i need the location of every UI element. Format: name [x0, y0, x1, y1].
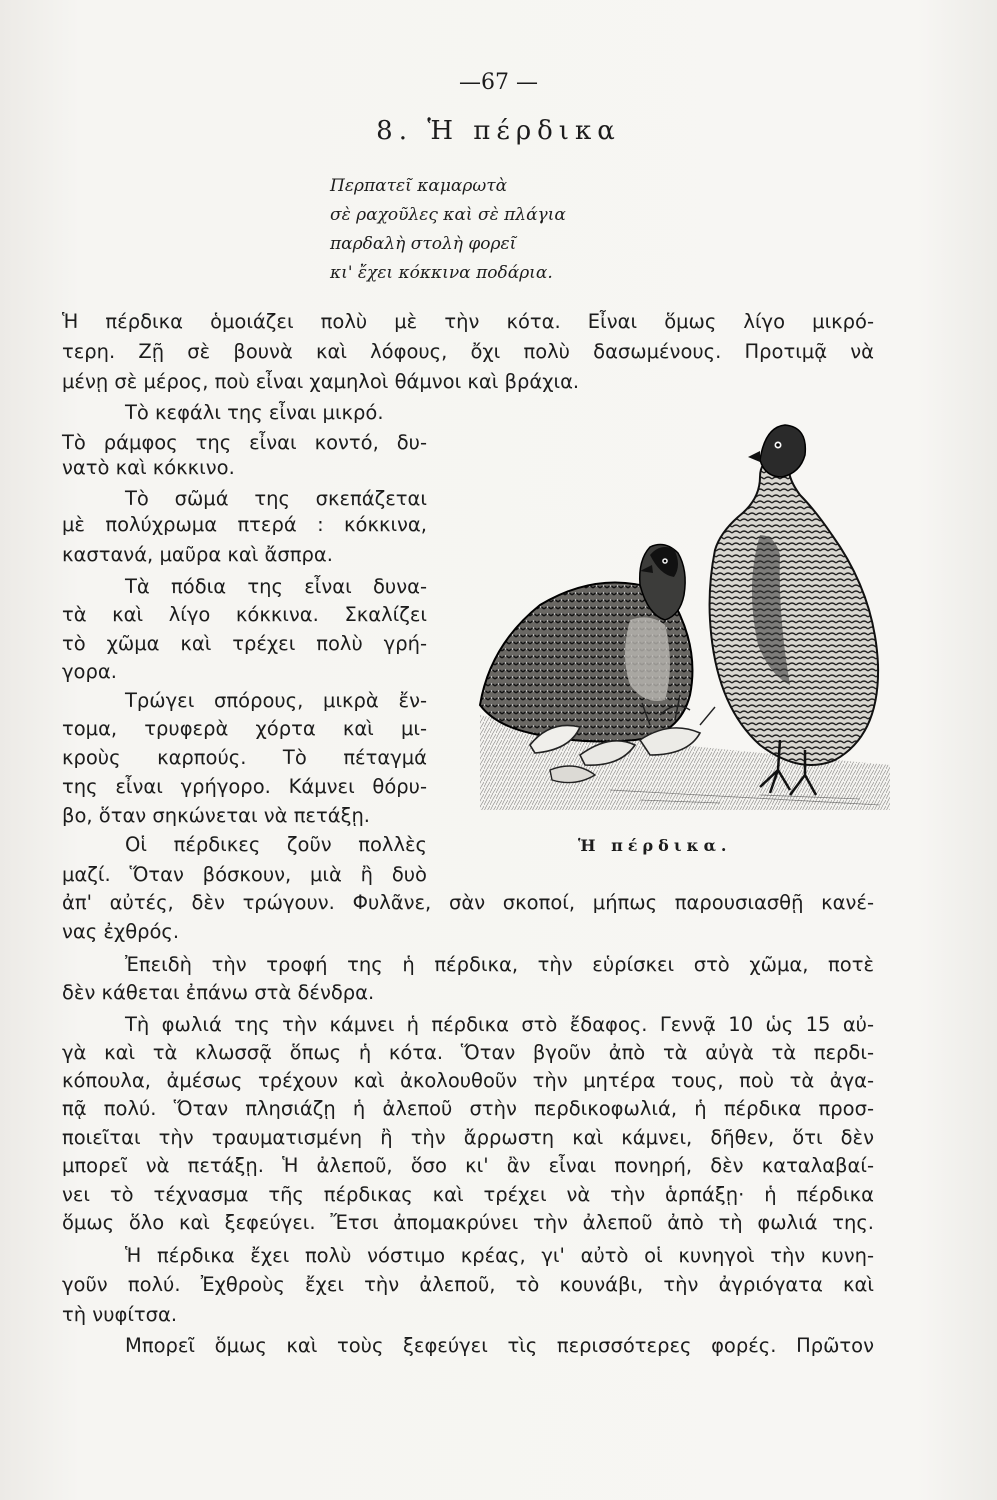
text-line: Τὸ κεφάλι της εἶναι μικρό. — [125, 401, 384, 424]
text-line: νας ἐχθρός. — [62, 920, 180, 943]
text-line: καστανά, μαῦρα καὶ ἄσπρα. — [62, 543, 333, 566]
text-line: γορα. — [62, 660, 117, 683]
text-line: πᾷ πολύ. Ὅταν πλησιάζῃ ἡ ἀλεποῦ στὴν περδικοφωλιά, ἡ πέρδικα προσ- — [62, 1097, 874, 1120]
text-line: Τρώγει σπόρους, μικρὰ ἔν- — [125, 689, 427, 712]
page-number: —67 — — [459, 70, 538, 95]
text-line: Ἡ πέρδικα ὁμοιάζει πολὺ μὲ τὴν κότα. Εἶναι ὅμως λίγο μικρό- — [62, 310, 874, 333]
text-line: τομα, τρυφερὰ χόρτα καὶ μι- — [62, 717, 427, 740]
partridge-illustration — [460, 415, 900, 815]
text-line: μπορεῖ νὰ πετάξῃ. Ἡ ἀλεποῦ, ὅσο κι' ἂν εἶναι πονηρή, δὲν καταλαβαί- — [62, 1154, 874, 1177]
text-line: της εἶναι γρήγορο. Κάμνει θόρυ- — [62, 775, 427, 798]
text-line: Τὴ φωλιά της τὴν κάμνει ἡ πέρδικα στὸ ἔδαφος. Γεννᾷ 10 ὡς 15 αὐ- — [125, 1013, 874, 1036]
text-line: νει τὸ τέχνασμα τῆς πέρδικας καὶ τρέχει νὰ τὴν ἁρπάξῃ· ἡ πέρδικα — [62, 1183, 874, 1206]
poem-line: Περπατεῖ καμαρωτὰ — [330, 176, 508, 196]
illustration-caption: Ἡ πέρδικα. — [578, 836, 732, 855]
text-line: Τὸ ράμφος της εἶναι κοντό, δυ- — [62, 431, 427, 454]
text-line: νατὸ καὶ κόκκινο. — [62, 456, 235, 479]
poem-line: κι' ἔχει κόκκινα ποδάρια. — [330, 263, 553, 283]
text-line: ἀπ' αὐτές, δὲν τρώγουν. Φυλᾶνε, σὰν σκοποί, μήπως παρουσιασθῇ κανέ- — [62, 891, 874, 914]
text-line: δὲν κάθεται ἐπάνω στὰ δένδρα. — [62, 981, 375, 1004]
text-line: τερη. Ζῇ σὲ βουνὰ καὶ λόφους, ὄχι πολὺ δασωμένους. Προτιμᾷ νὰ — [62, 340, 874, 363]
text-line: γὰ καὶ τὰ κλωσσᾷ ὅπως ἡ κότα. Ὅταν βγοῦν ἀπὸ τὰ αὐγὰ τὰ περδι- — [62, 1041, 874, 1064]
text-line: ποιεῖται τὴν τραυματισμένη ἢ τὴν ἄρρωστη καὶ κάμνει, δῆθεν, ὅτι δὲν — [62, 1126, 874, 1149]
poem-line: σὲ ραχοῦλες καὶ σὲ πλάγια — [330, 205, 566, 225]
text-line: τὰ καὶ λίγο κόκκινα. Σκαλίζει — [62, 603, 427, 626]
text-line: Μπορεῖ ὅμως καὶ τοὺς ξεφεύγει τὶς περισσότερες φορές. Πρῶτον — [125, 1334, 874, 1357]
epigraph-poem — [330, 172, 750, 288]
text-line: Οἱ πέρδικες ζοῦν πολλὲς — [125, 833, 427, 856]
poem-line: παρδαλὴ στολὴ φορεῖ — [330, 234, 517, 254]
text-line: Ἐπειδὴ τὴν τροφή της ἡ πέρδικα, τὴν εὑρίσκει στὸ χῶμα, ποτὲ — [125, 953, 874, 976]
text-line: ὅμως ὅλο καὶ ξεφεύγει. Ἔτσι ἀπομακρύνει τὴν ἀλεποῦ ἀπὸ τὴ φωλιά της. — [62, 1211, 874, 1234]
text-line: κροὺς καρπούς. Τὸ πέταγμά — [62, 746, 427, 769]
text-line: βο, ὅταν σηκώνεται νὰ πετάξῃ. — [62, 804, 371, 827]
text-line: μένῃ σὲ μέρος, ποὺ εἶναι χαμηλοὶ θάμνοι καὶ βράχια. — [62, 370, 580, 393]
text-line: μαζί. Ὅταν βόσκουν, μιὰ ἢ δυὸ — [62, 863, 427, 886]
chapter-title: 8. Ἡ πέρδικα — [376, 116, 621, 146]
text-line: Τὰ πόδια της εἶναι δυνα- — [125, 575, 427, 598]
text-line: μὲ πολύχρωμα πτερά : κόκκινα, — [62, 513, 427, 536]
text-line: γοῦν πολύ. Ἐχθροὺς ἔχει τὴν ἀλεποῦ, τὸ κουνάβι, τὴν ἀγριόγατα καὶ — [62, 1273, 874, 1296]
text-line: τὴ νυφίτσα. — [62, 1303, 178, 1326]
text-line: τὸ χῶμα καὶ τρέχει πολὺ γρή- — [62, 632, 427, 655]
text-line: Τὸ σῶμά της σκεπάζεται — [125, 487, 427, 510]
text-line: Ἡ πέρδικα ἔχει πολὺ νόστιμο κρέας, γι' αὐτὸ οἱ κυνηγοὶ τὴν κυνη- — [125, 1244, 874, 1267]
text-line: κόπουλα, ἀμέσως τρέχουν καὶ ἀκολουθοῦν τὴν μητέρα τους, ποὺ τὰ ἀγα- — [62, 1069, 874, 1092]
